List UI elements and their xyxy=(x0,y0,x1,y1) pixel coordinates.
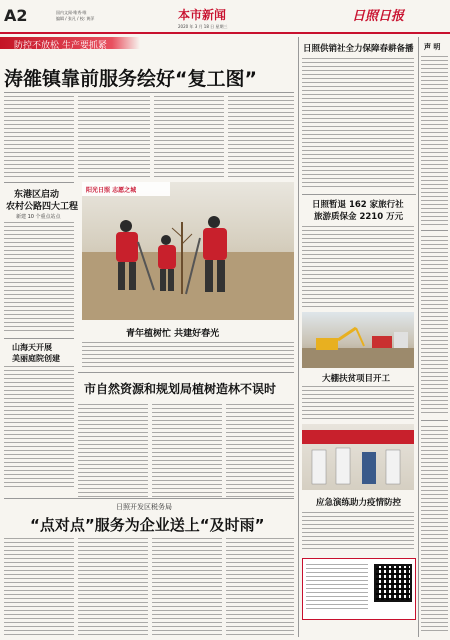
divider xyxy=(4,182,74,183)
drill-illustration xyxy=(302,424,414,490)
notice-text xyxy=(421,426,448,632)
article-text xyxy=(4,538,74,636)
story-headline: 市自然资源和规划局植树造林不误时 xyxy=(84,382,277,396)
article-text xyxy=(4,222,74,334)
paper-name: 日照日报 xyxy=(352,9,405,24)
divider xyxy=(4,498,294,499)
photo-headline: 青年植树忙 共建好春光 xyxy=(126,329,220,339)
story-headline: 日照供销社全力保障春耕备播 xyxy=(303,44,414,54)
divider xyxy=(4,338,74,339)
photo-illustration xyxy=(82,182,294,320)
column-divider xyxy=(418,37,419,637)
story-headline: 农村公路四大工程 xyxy=(6,202,79,212)
story-headline: “点对点”服务为企业送上“及时雨” xyxy=(30,516,265,534)
divider xyxy=(78,372,294,373)
section-title: 本市新闻 xyxy=(178,8,227,22)
masthead-rule xyxy=(0,32,450,34)
masthead xyxy=(0,0,450,36)
construction-photo xyxy=(302,312,414,368)
article-text xyxy=(228,96,294,178)
edition-line: 国内文闻·唯秀·唯 xyxy=(56,10,87,15)
article-text xyxy=(226,404,294,500)
divider xyxy=(421,230,448,231)
drill-photo xyxy=(302,424,414,490)
article-text xyxy=(4,366,74,490)
story-headline: 日照暂退 162 家旅行社 xyxy=(312,200,404,210)
notice-text xyxy=(421,56,448,226)
article-text xyxy=(302,386,414,420)
column-divider xyxy=(298,37,299,637)
column-title: 声 明 xyxy=(424,43,441,51)
article-text xyxy=(152,538,222,636)
divider xyxy=(302,194,416,195)
article-text xyxy=(78,404,148,500)
edition-line: 编辑 / 张凡 / 校: 黄萍 xyxy=(56,16,95,21)
article-text xyxy=(4,96,74,178)
article-text xyxy=(78,538,148,636)
edition-info xyxy=(56,10,94,22)
photo-caption-text xyxy=(82,342,294,368)
divider xyxy=(4,92,294,93)
banner-text: 防控不放松 生产要抓紧 xyxy=(14,41,107,51)
story-headline: 大棚扶贫项目开工 xyxy=(322,374,391,384)
promo-text xyxy=(306,564,368,610)
main-headline: 涛雒镇靠前服务绘好“复工图” xyxy=(4,68,257,90)
date-line: 2020 年 3 月 18 日 星期三 xyxy=(178,24,228,29)
story-headline: 应急演练助力疫情防控 xyxy=(316,498,402,508)
volunteer-sign: 阳光日照 志愿之城 xyxy=(86,187,137,194)
article-text xyxy=(152,404,222,500)
article-text xyxy=(302,226,414,308)
story-headline: 旅游质保金 2210 万元 xyxy=(314,212,404,222)
qr-code-icon[interactable] xyxy=(374,564,412,602)
story-headline: 东港区启动 xyxy=(14,190,60,200)
divider xyxy=(421,420,448,421)
story-subhead: 新建 10 个重点站点 xyxy=(16,214,61,220)
story-headline: 山海天开展 xyxy=(12,343,52,352)
article-text xyxy=(154,96,224,178)
page-number: A2 xyxy=(4,6,28,25)
article-text xyxy=(302,58,414,188)
story-kicker: 日照开发区税务局 xyxy=(116,503,172,511)
story-headline: 美丽庭院创建 xyxy=(12,354,60,363)
notice-text xyxy=(421,236,448,416)
article-text xyxy=(226,538,294,636)
tree-planting-photo xyxy=(82,182,294,320)
excavator-illustration xyxy=(302,312,414,368)
article-text xyxy=(78,96,150,178)
article-text xyxy=(302,512,414,552)
